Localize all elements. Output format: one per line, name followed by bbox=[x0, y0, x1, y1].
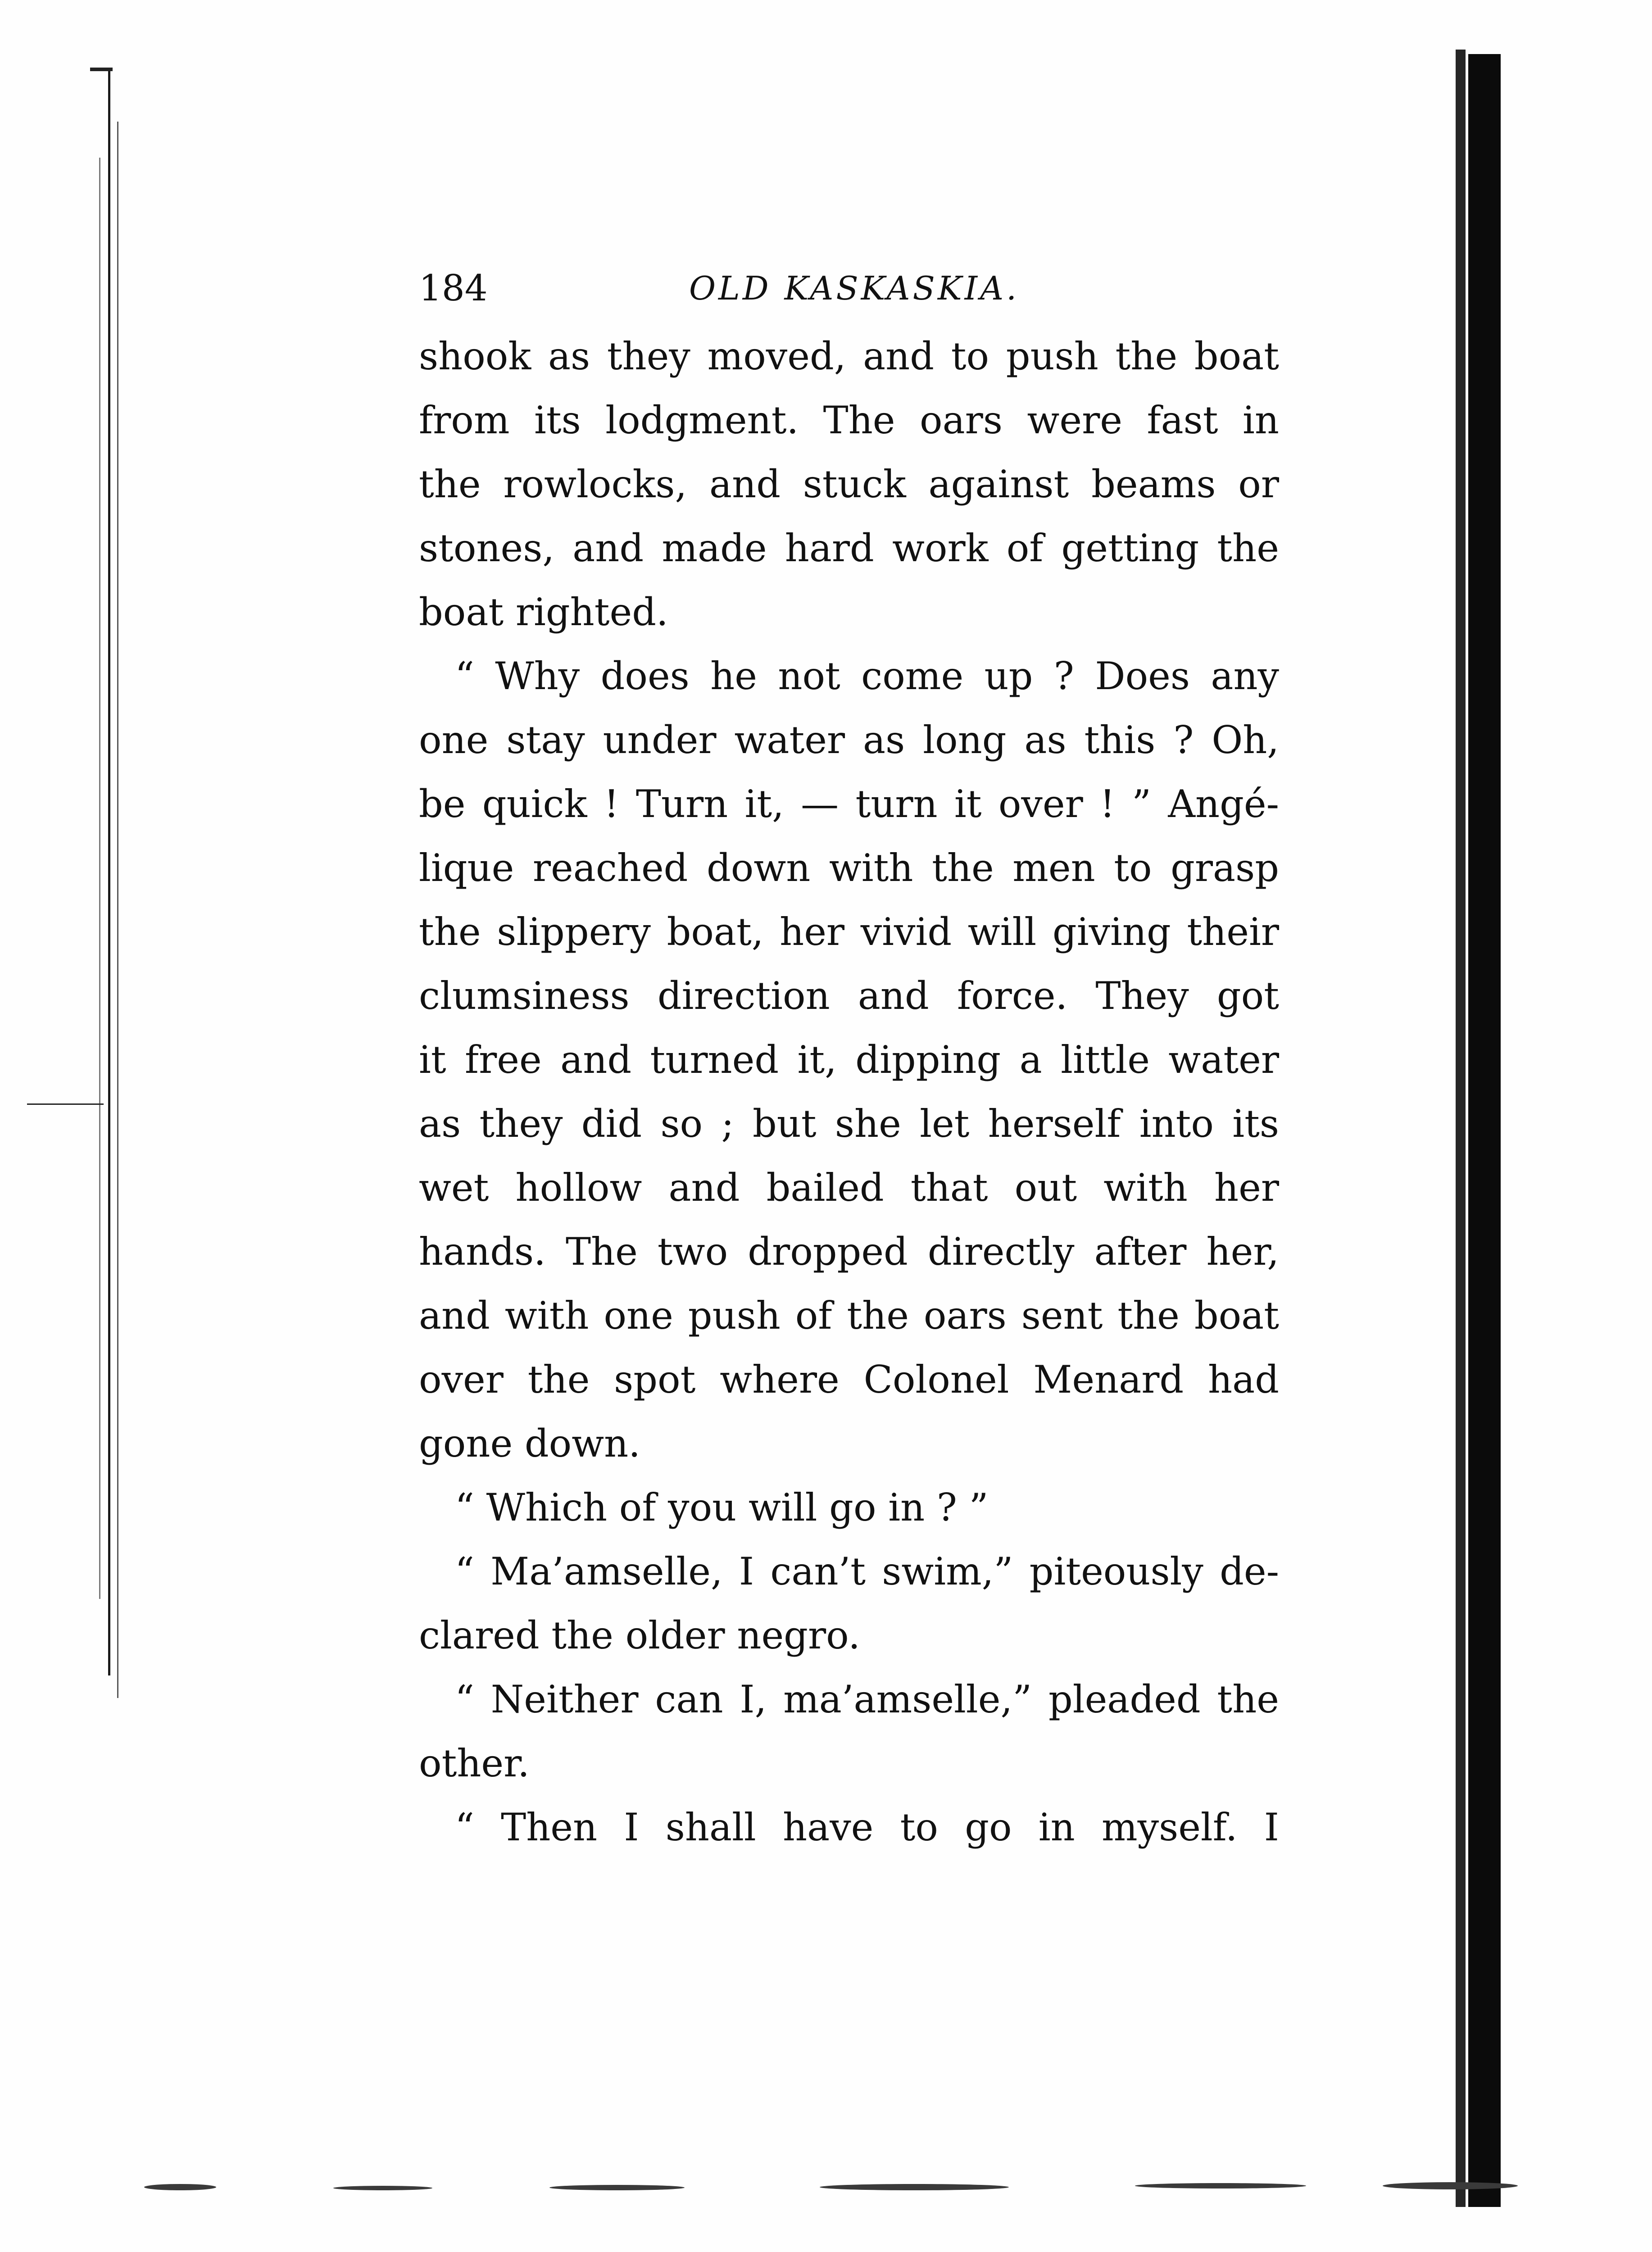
binding-gutter bbox=[90, 68, 140, 1734]
noise-dot bbox=[333, 2186, 432, 2190]
text-line: lique reached down with the men to grasp bbox=[419, 846, 1279, 890]
text-line: wet hollow and bailed that out with her bbox=[419, 1166, 1279, 1210]
gutter-line bbox=[99, 158, 100, 1599]
gutter-line bbox=[117, 122, 118, 1698]
text-block bbox=[419, 266, 1279, 1859]
text-line: from its lodgment. The oars were fast in bbox=[419, 398, 1279, 442]
text-line: “ Ma’amselle, I can’t swim,” piteously de- bbox=[455, 1549, 1279, 1594]
bottom-scan-noise bbox=[144, 2182, 1549, 2196]
text-line: “ Why does he not come up ? Does any bbox=[455, 654, 1279, 698]
text-line: the slippery boat, her vivid will giving their bbox=[419, 910, 1279, 954]
noise-dot bbox=[820, 2184, 1009, 2190]
text-line: clared the older negro. bbox=[419, 1613, 860, 1657]
noise-dot bbox=[1135, 2183, 1306, 2188]
noise-dot bbox=[549, 2185, 685, 2190]
text-line: “ Which of you will go in ? ” bbox=[455, 1485, 989, 1530]
text-line: clumsiness direction and force. They got bbox=[419, 974, 1279, 1018]
text-line: other. bbox=[419, 1741, 530, 1785]
text-line: “ Then I shall have to go in myself. I bbox=[455, 1805, 1279, 1849]
text-line: and with one push of the oars sent the boat bbox=[419, 1294, 1279, 1338]
text-line: gone down. bbox=[419, 1421, 640, 1466]
text-line: hands. The two dropped directly after her, bbox=[419, 1230, 1279, 1274]
gutter-line bbox=[108, 68, 110, 1675]
text-line: over the spot where Colonel Menard had bbox=[419, 1358, 1279, 1402]
gutter-line bbox=[90, 68, 113, 71]
noise-dot bbox=[144, 2184, 216, 2190]
gutter-line bbox=[27, 1103, 104, 1105]
text-line: be quick ! Turn it, — turn it over ! ” Angé- bbox=[419, 782, 1279, 826]
noise-dot bbox=[1383, 2182, 1518, 2189]
body-text bbox=[419, 324, 1279, 1859]
page-edge bbox=[1468, 54, 1501, 2207]
text-line: one stay under water as long as this ? Oh, bbox=[419, 718, 1279, 762]
text-line: the rowlocks, and stuck against beams or bbox=[419, 462, 1279, 506]
text-line: “ Neither can I, ma’amselle,” pleaded the bbox=[455, 1677, 1279, 1721]
running-title: OLD KASKASKIA. bbox=[689, 269, 1019, 307]
running-head bbox=[419, 266, 1279, 311]
text-line: boat righted. bbox=[419, 590, 668, 634]
page-number: 184 bbox=[419, 267, 488, 309]
page-edge-shadow bbox=[1456, 50, 1466, 2207]
text-line: as they did so ; but she let herself into its bbox=[419, 1102, 1279, 1146]
text-line: shook as they moved, and to push the boat bbox=[419, 334, 1279, 378]
text-line: stones, and made hard work of getting the bbox=[419, 526, 1279, 570]
text-line: it free and turned it, dipping a little water bbox=[419, 1038, 1279, 1082]
